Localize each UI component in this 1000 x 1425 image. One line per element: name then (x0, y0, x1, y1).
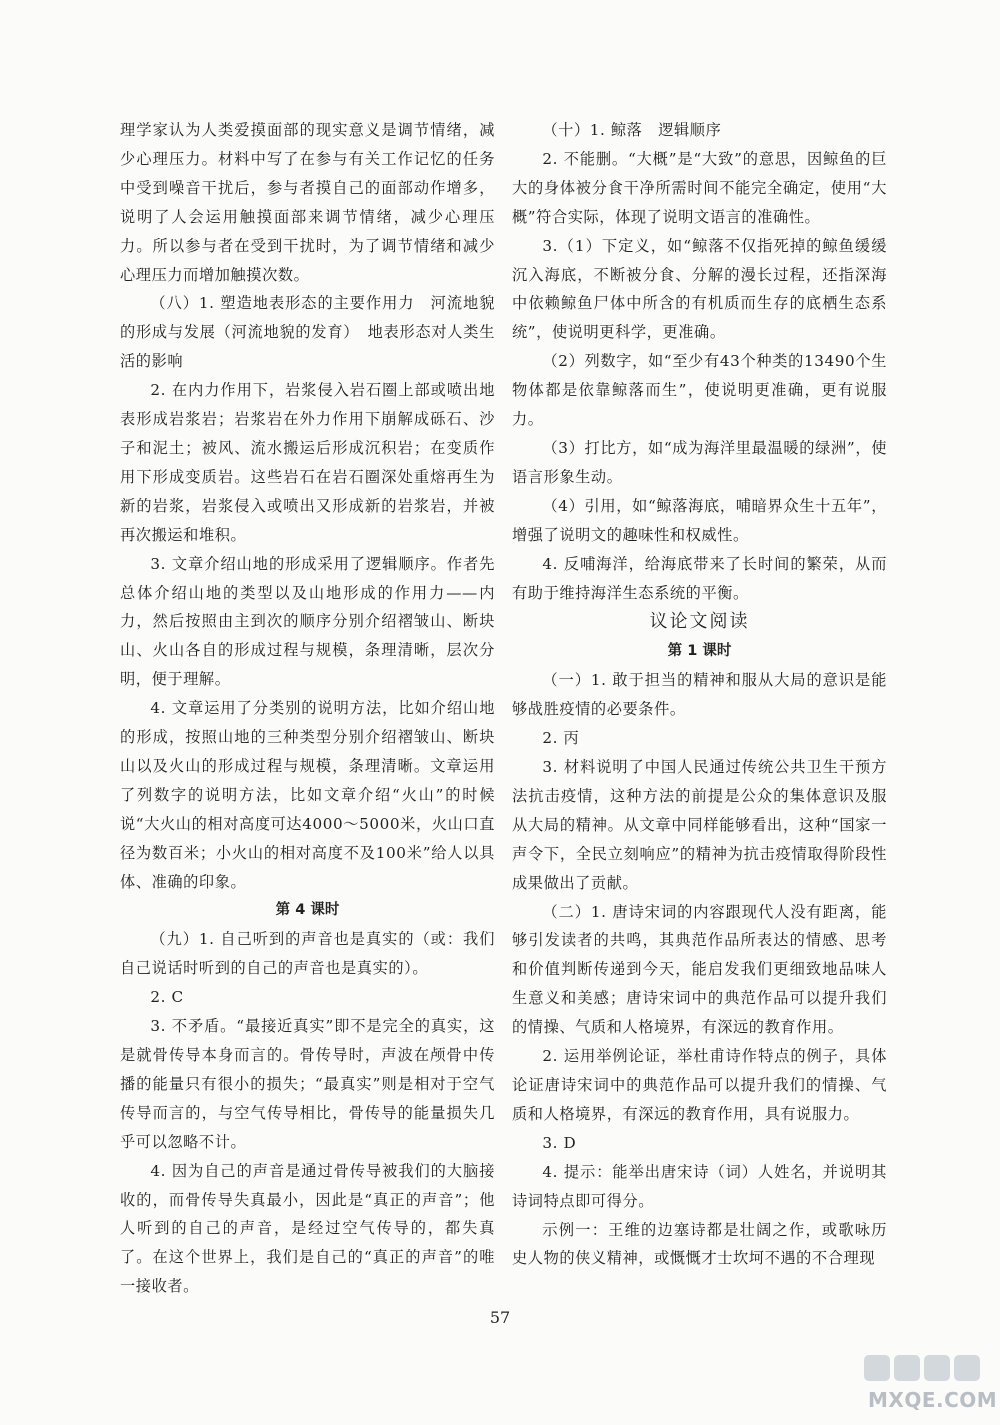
paragraph: 3. 不矛盾。“最接近真实”即不是完全的真实，这是就骨传导本身而言的。骨传导时，声波在颅骨中传播的能量只有很小的损失；“最真实”则是相对于空气传导而言的，与空气传导相比，骨传导的能量损失几乎可以忽略不计。 (120, 1017, 495, 1151)
paragraph: （十）1. 鲸落 逻辑顺序 (542, 121, 722, 139)
paragraph: （4）引用，如“鲸落海底，哺暗界众生十五年”，增强了说明文的趣味性和权威性。 (512, 496, 887, 544)
paragraph: （一）1. 敢于担当的精神和服从大局的意识是能够战胜疫情的必要条件。 (512, 671, 887, 719)
paragraph: 4. 提示：能举出唐宋诗（词）人姓名，并说明其诗词特点即可得分。 (512, 1162, 887, 1210)
paragraph: 2. C (150, 988, 184, 1007)
paragraph: （2）列数字，如“至少有43个种类的13490个生物体都是依靠鲸落而生”，使说明更准确，更有说服力。 (512, 352, 887, 429)
paragraph: （八）1. 塑造地表形态的主要作用力 河流地貌的形成与发展（河流地貌的发育） 地表形态对人类生活的影响 (120, 294, 495, 371)
lesson-heading: 第 4 课时 (275, 902, 340, 919)
paragraph: （九）1. 自己听到的声音也是真实的（或：我们自己说话时听到的自己的声音也是真实的）。 (120, 930, 495, 978)
page-number: 57 (489, 1308, 511, 1327)
paragraph: 3. D (542, 1133, 577, 1152)
paragraph: 2. 在内力作用下，岩浆侵入岩石圈上部或喷出地表形成岩浆岩；岩浆岩在外力作用下崩解成砾石、沙子和泥土；被风、流水搬运后形成沉积岩；在变质作用下形成变质岩。这些岩石在岩石圈深处重熔再生为新的岩浆，岩浆侵入或喷出又形成新的岩浆岩，并被再次搬运和堆积。 (120, 381, 495, 544)
paragraph: 2. 运用举例论证，举杜甫诗作特点的例子，具体论证唐诗宋词中的典范作品可以提升我们的情操、气质和人格境界，有深远的教育作用，具有说服力。 (512, 1047, 887, 1123)
left-column (120, 116, 495, 1301)
watermark-text: MXQE.COM (868, 1388, 998, 1412)
paragraph: （二）1. 唐诗宋词的内容跟现代人没有距离，能够引发读者的共鸣，其典范作品所表达的情感、思考和价值判断传递到今天，能启发我们更细致地品味人生意义和美感；唐诗宋词中的典范作品可以提升我们的情操、气质和人格境界，有深远的教育作用。 (512, 902, 887, 1037)
lesson-heading: 第 1 课时 (667, 643, 732, 660)
paragraph: 4. 反哺海洋，给海底带来了长时间的繁荣，从而有助于维持海洋生态系统的平衡。 (512, 554, 887, 602)
paragraph: 4. 文章运用了分类别的说明方法，比如介绍山地的形成，按照山地的三种类型分别介绍褶皱山、断块山以及火山的形成过程与规模，条理清晰。文章运用了列数字的说明方法，比如文章介绍“火山”的时候说“大火山的相对高度可达4000～5000米，火山口直径为数百米；小火山的相对高度不及100米”给人以具体、准确的印象。 (120, 699, 495, 891)
paragraph: （3）打比方，如“成为海洋里最温暖的绿洲”，使语言形象生动。 (512, 438, 887, 486)
right-column (512, 116, 887, 1273)
paragraph: 2. 丙 (542, 729, 580, 748)
paragraph: 理学家认为人类爱摸面部的现实意义是调节情绪，减少心理压力。材料中写了在参与有关工作记忆的任务中受到噪音干扰后，参与者摸自己的面部动作增多，说明了人会运用触摸面部来调节情绪，减少心理压力。所以参与者在受到干扰时，为了调节情绪和减少心理压力而增加触摸次数。 (120, 121, 495, 284)
paragraph: 3.（1）下定义，如“鲸落不仅指死掉的鲸鱼缓缓沉入海底，不断被分食、分解的漫长过程，还指深海中依赖鲸鱼尸体中所含的有机质而生存的底栖生态系统”，使说明更科学，更准确。 (512, 236, 887, 342)
section-heading: 议论文阅读 (649, 611, 750, 633)
paragraph: 示例一：王维的边塞诗都是壮阔之作，或歌咏历史人物的侠义精神，或慨慨才士坎坷不遇的不合理现 (512, 1220, 887, 1268)
paragraph: 3. 材料说明了中国人民通过传统公共卫生干预方法抗击疫情，这种方法的前提是公众的集体意识及服从大局的精神。从文章中同样能够看出，这种“国家一声令下，全民立刻响应”的精神为抗击疫情取得阶段性成果做出了贡献。 (512, 758, 887, 892)
paragraph: 2. 不能删。“大概”是“大致”的意思，因鲸鱼的巨大的身体被分食干净所需时间不能完全确定，使用“大概”符合实际，体现了说明文语言的准确性。 (512, 149, 887, 226)
paragraph: 3. 文章介绍山地的形成采用了逻辑顺序。作者先总体介绍山地的类型以及山地形成的作用力——内力，然后按照由主到次的顺序分别介绍褶皱山、断块山、火山各自的形成过程与规模，条理清晰，层次分明，便于理解。 (120, 554, 495, 689)
paragraph: 4. 因为自己的声音是通过骨传导被我们的大脑接收的，而骨传导失真最小，因此是“真正的声音”；他人听到的自己的声音，是经过空气传导的，都失真了。在这个世界上，我们是自己的“真正的声音”的唯一接收者。 (120, 1161, 495, 1296)
